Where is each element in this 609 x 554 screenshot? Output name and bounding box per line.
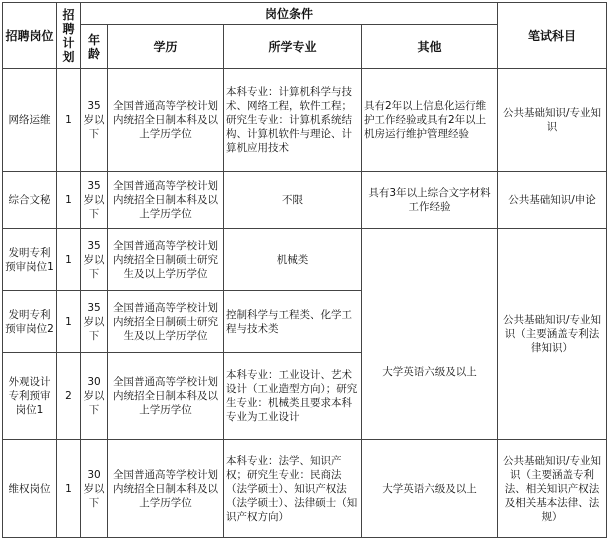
cell-major: 不限 — [224, 172, 362, 229]
table-row — [3, 172, 607, 229]
header-conditions: 岗位条件 — [81, 3, 498, 25]
cell-position: 发明专利 预审岗位2 — [3, 291, 57, 353]
cell-other: 具有3年以上综合文字材料工作经验 — [362, 172, 498, 229]
cell-age: 35岁以下 — [81, 69, 108, 172]
header-position: 招聘岗位 — [3, 3, 57, 69]
cell-exam: 公共基础知识/专业知识 — [498, 69, 607, 172]
header-age: 年龄 — [81, 25, 108, 69]
cell-position: 综合文秘 — [3, 172, 57, 229]
header-major: 所学专业 — [224, 25, 362, 69]
table-row — [3, 229, 607, 291]
cell-plan: 1 — [57, 291, 81, 353]
cell-position: 网络运维 — [3, 69, 57, 172]
cell-major: 控制科学与工程类、化学工程与技术类 — [224, 291, 362, 353]
header-education: 学历 — [108, 25, 224, 69]
cell-exam: 公共基础知识/专业知识（主要涵盖专利法、相关知识产权法及相关基本法律、法规） — [498, 440, 607, 538]
cell-major: 本科专业：计算机科学与技术、网络工程，软件工程；研究生专业：计算机系统结构、计算机软件与理论、计算机应用技术 — [224, 69, 362, 172]
cell-other: 大学英语六级及以上 — [362, 440, 498, 538]
cell-other: 大学英语六级及以上 — [362, 229, 498, 440]
cell-position: 外观设计专利预审岗位1 — [3, 353, 57, 440]
cell-plan: 1 — [57, 440, 81, 538]
cell-age: 35岁以下 — [81, 172, 108, 229]
cell-major: 本科专业：法学、知识产权；研究生专业：民商法（法学硕士）、知识产权法（法学硕士）、法律硕士（知识产权方向） — [224, 440, 362, 538]
cell-education: 全国普通高等学校计划内统招全日制硕士研究生及以上学历学位 — [108, 291, 224, 353]
cell-age: 35岁以下 — [81, 291, 108, 353]
cell-education: 全国普通高等学校计划内统招全日制硕士研究生及以上学历学位 — [108, 229, 224, 291]
cell-other: 具有2年以上信息化运行维护工作经验或具有2年以上机房运行维护管理经验 — [362, 69, 498, 172]
cell-age: 30岁以下 — [81, 440, 108, 538]
cell-position: 维权岗位 — [3, 440, 57, 538]
header-row-1 — [3, 3, 607, 25]
cell-plan: 1 — [57, 69, 81, 172]
cell-education: 全国普通高等学校计划内统招全日制本科及以上学历学位 — [108, 440, 224, 538]
header-plan: 招聘计划 — [57, 3, 81, 69]
cell-education: 全国普通高等学校计划内统招全日制本科及以上学历学位 — [108, 353, 224, 440]
table-row — [3, 69, 607, 172]
cell-position: 发明专利 预审岗位1 — [3, 229, 57, 291]
cell-exam: 公共基础知识/专业知识（主要涵盖专利法律知识） — [498, 229, 607, 440]
cell-exam: 公共基础知识/申论 — [498, 172, 607, 229]
cell-major: 机械类 — [224, 229, 362, 291]
cell-age: 30岁以下 — [81, 353, 108, 440]
cell-plan: 1 — [57, 229, 81, 291]
table-row — [3, 440, 607, 538]
cell-age: 35岁以下 — [81, 229, 108, 291]
cell-education: 全国普通高等学校计划内统招全日制本科及以上学历学位 — [108, 172, 224, 229]
cell-plan: 2 — [57, 353, 81, 440]
cell-plan: 1 — [57, 172, 81, 229]
cell-major: 本科专业：工业设计、艺术设计（工业造型方向）；研究生专业：机械类且要求本科专业为工业设计 — [224, 353, 362, 440]
recruitment-table — [2, 2, 607, 538]
header-exam: 笔试科目 — [498, 3, 607, 69]
header-other: 其他 — [362, 25, 498, 69]
cell-education: 全国普通高等学校计划内统招全日制本科及以上学历学位 — [108, 69, 224, 172]
